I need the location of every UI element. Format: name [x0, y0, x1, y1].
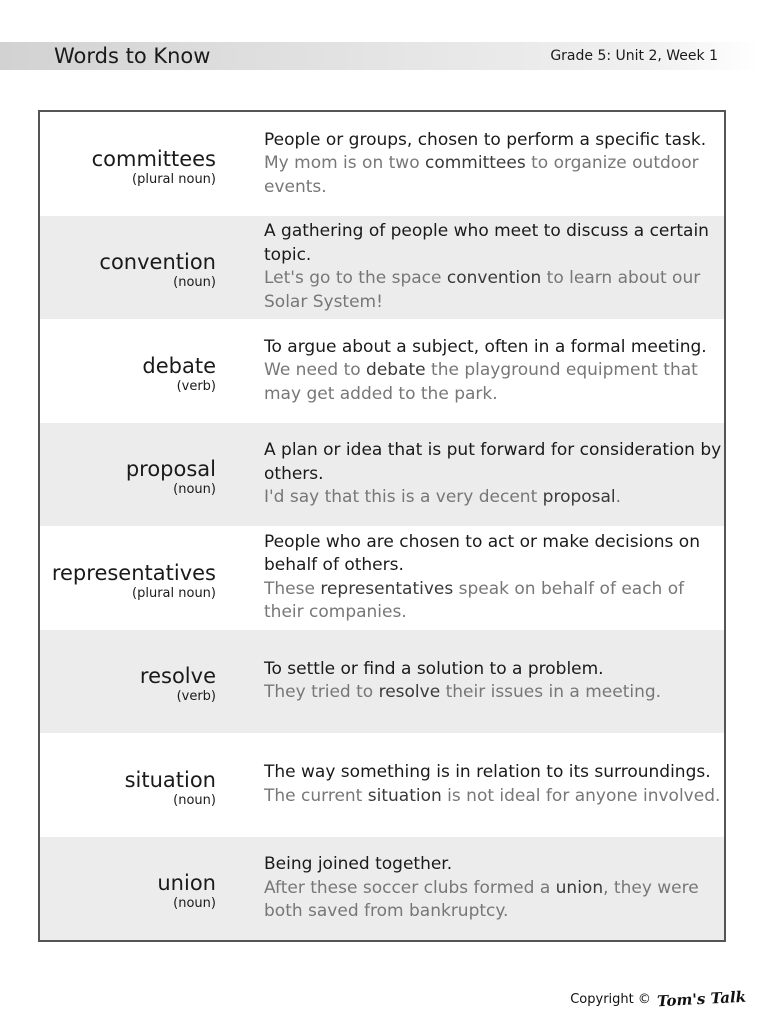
definition-cell — [264, 216, 722, 320]
part-of-speech: (noun) — [173, 792, 216, 808]
definition-cell — [264, 837, 722, 941]
example-sentence — [264, 785, 722, 809]
example-sentence — [264, 681, 722, 705]
vocab-word: proposal — [125, 457, 216, 482]
word-cell — [40, 319, 216, 423]
vocab-row — [40, 112, 724, 216]
example-keyword: union — [555, 877, 604, 898]
vocab-word: representatives — [51, 560, 216, 585]
part-of-speech: (verb) — [176, 378, 216, 394]
example-text: We need to — [264, 360, 367, 380]
example-text: I'd say that this is a very decent — [264, 487, 543, 507]
definition-text: To argue about a subject, often in a formal meeting. — [264, 336, 707, 357]
copyright-text: Copyright © — [570, 991, 651, 1007]
example-text: After these soccer clubs formed a — [264, 877, 556, 898]
example-text: to learn about our Solar System! — [264, 268, 701, 312]
definition-cell — [264, 630, 722, 734]
example-sentence — [264, 359, 722, 406]
example-sentence — [264, 267, 722, 314]
example-text: their issues in a meeting. — [440, 682, 662, 703]
example-text: is not ideal for anyone involved. — [441, 785, 721, 806]
word-cell — [40, 423, 216, 527]
example-text: They tried to — [264, 682, 379, 703]
definition-text: Being joined together. — [264, 854, 453, 874]
part-of-speech: (noun) — [173, 275, 216, 291]
vocab-row — [40, 733, 724, 837]
definition-text: The way something is in relation to its surroundings. — [264, 762, 711, 783]
definition-cell — [264, 526, 722, 630]
vocab-word: committees — [91, 146, 216, 171]
vocab-row — [40, 837, 724, 941]
vocab-word: resolve — [139, 664, 216, 689]
example-keyword: representatives — [320, 578, 454, 599]
part-of-speech: (noun) — [173, 482, 216, 498]
definition-text: People who are chosen to act or make decisions on behalf of others. — [264, 531, 700, 576]
definition-cell — [264, 733, 722, 837]
word-cell — [40, 112, 216, 216]
vocab-row — [40, 216, 724, 320]
definition-text: People or groups, chosen to perform a specific task. — [264, 129, 707, 150]
vocabulary-table — [38, 110, 726, 942]
brand-logo: Tom's Talk — [656, 987, 747, 1011]
header-bar — [0, 42, 760, 70]
definition-text: A plan or idea that is put forward for consideration by others. — [264, 440, 722, 484]
example-text: speak on behalf of each of their companies. — [264, 578, 685, 623]
part-of-speech: (verb) — [176, 689, 216, 705]
vocab-word: convention — [99, 250, 216, 275]
vocab-word: debate — [142, 353, 216, 378]
part-of-speech: (plural noun) — [132, 171, 216, 187]
example-keyword: proposal — [542, 487, 616, 507]
vocab-row — [40, 526, 724, 630]
vocab-row — [40, 630, 724, 734]
definition-text: To settle or find a solution to a problem. — [264, 658, 604, 679]
example-keyword: convention — [446, 268, 542, 289]
example-text: My mom is on two — [264, 153, 425, 173]
example-text: the playground equipment that may get added to the park. — [264, 360, 698, 404]
word-cell — [40, 526, 216, 630]
part-of-speech: (plural noun) — [132, 585, 216, 601]
example-text: Let's go to the space — [264, 268, 447, 289]
example-keyword: resolve — [378, 682, 441, 703]
definition-cell — [264, 112, 722, 216]
example-keyword: committees — [425, 153, 526, 173]
word-cell — [40, 216, 216, 320]
vocab-row — [40, 319, 724, 423]
word-cell — [40, 733, 216, 837]
example-sentence — [264, 877, 722, 924]
vocab-word: situation — [124, 767, 216, 792]
example-keyword: debate — [366, 360, 426, 380]
definition-cell — [264, 319, 722, 423]
example-text: The current — [264, 785, 368, 806]
definition-cell — [264, 423, 722, 527]
example-text: , they were both saved from bankruptcy. — [264, 877, 699, 921]
word-cell — [40, 630, 216, 734]
definition-text: A gathering of people who meet to discuss a certain topic. — [264, 221, 709, 265]
vocab-word: union — [157, 871, 216, 896]
part-of-speech: (noun) — [173, 896, 216, 912]
example-sentence — [264, 578, 722, 625]
example-sentence — [264, 152, 722, 199]
example-text: . — [615, 487, 622, 507]
word-cell — [40, 837, 216, 941]
example-text: These — [264, 578, 321, 599]
example-sentence — [264, 486, 722, 510]
page-title: Words to Know — [54, 44, 211, 68]
example-text: to organize outdoor events. — [264, 153, 699, 197]
grade-unit-week: Grade 5: Unit 2, Week 1 — [550, 48, 718, 64]
example-keyword: situation — [367, 785, 442, 806]
vocab-row — [40, 423, 724, 527]
footer — [570, 987, 747, 1011]
